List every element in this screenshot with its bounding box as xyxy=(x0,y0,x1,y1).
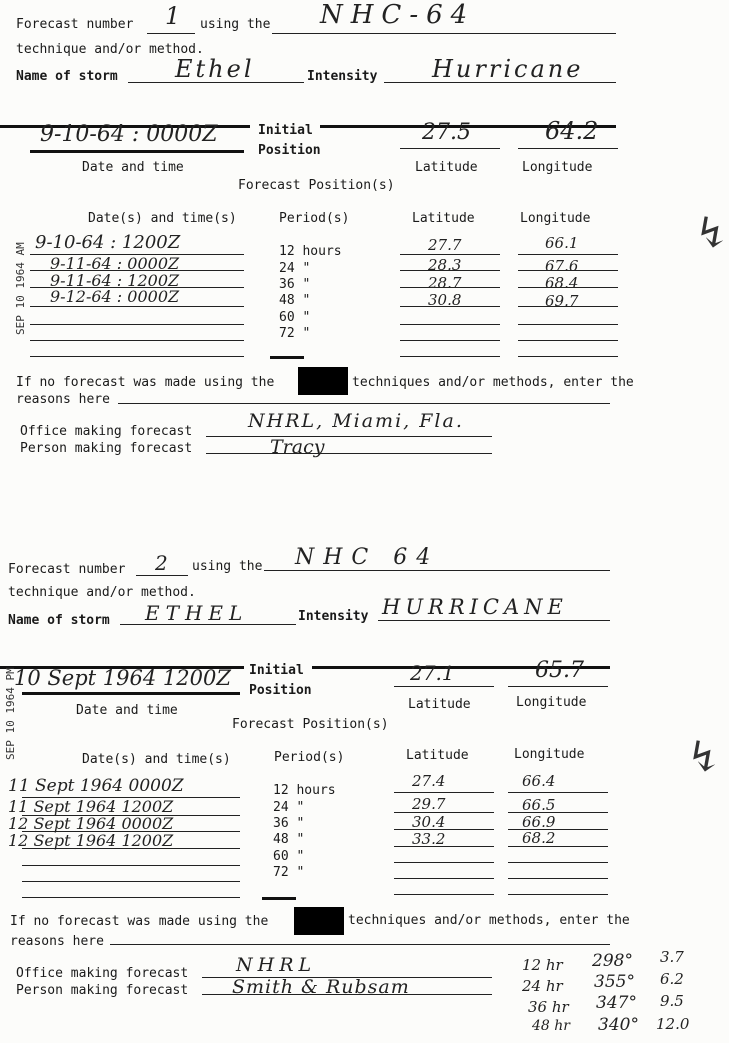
office-label: Office making forecast xyxy=(16,966,189,981)
row-date: 9-11-64 : 1200Z xyxy=(50,271,180,290)
row-lon: 66.4 xyxy=(522,772,556,790)
position-label: Position xyxy=(258,143,321,158)
note-value: 6.2 xyxy=(660,970,684,988)
no-forecast-text-2: techniques and/or methods, enter the xyxy=(352,375,634,390)
hand-arrow-mark: ↯ xyxy=(694,208,729,257)
initial-label: Initial xyxy=(249,663,304,678)
initial-longitude: 64.2 xyxy=(545,117,599,145)
forecast-positions-label: Forecast Position(s) xyxy=(238,178,395,193)
row-period: 72 " xyxy=(279,326,311,341)
note-direction: 340° xyxy=(598,1015,639,1035)
row-date: 9-11-64 : 0000Z xyxy=(50,254,180,273)
note-hours: 12 hr xyxy=(522,956,563,974)
office-label: Office making forecast xyxy=(20,424,193,439)
person-value: Smith & Rubsam xyxy=(232,976,410,998)
forecast-number-label: Forecast number xyxy=(16,17,134,32)
date-time-label: Date and time xyxy=(76,703,178,718)
longitude-label: Longitude xyxy=(522,160,593,175)
row-lon: 67.6 xyxy=(545,257,579,275)
technique-value: NHC 64 xyxy=(295,545,440,570)
received-stamp: SEP 10 1964 AM xyxy=(14,242,27,335)
row-date: 9-10-64 : 1200Z xyxy=(35,232,181,253)
office-value: NHRL, Miami, Fla. xyxy=(248,410,464,432)
row-date: 12 Sept 1964 0000Z xyxy=(8,814,174,833)
row-date: 12 Sept 1964 1200Z xyxy=(8,831,174,850)
row-lon: 66.9 xyxy=(522,813,556,831)
row-lon: 68.2 xyxy=(522,829,556,847)
position-label: Position xyxy=(249,683,312,698)
col-lon-header: Longitude xyxy=(520,211,591,226)
initial-label: Initial xyxy=(258,123,313,138)
note-direction: 298° xyxy=(592,951,633,971)
row-lat: 30.4 xyxy=(412,813,446,831)
row-lon: 66.1 xyxy=(545,234,579,252)
person-label: Person making forecast xyxy=(16,983,189,998)
storm-name: ETHEL xyxy=(145,601,249,625)
technique-value: NHC-64 xyxy=(320,0,476,30)
date-time-label: Date and time xyxy=(82,160,184,175)
storm-label: Name of storm xyxy=(16,69,118,84)
storm-label: Name of storm xyxy=(8,613,110,628)
row-period: 48 " xyxy=(279,293,311,308)
row-period: 36 " xyxy=(279,277,311,292)
office-value: NHRL xyxy=(236,954,317,976)
latitude-label: Latitude xyxy=(415,160,478,175)
col-period-header: Period(s) xyxy=(274,750,345,765)
note-value: 12.0 xyxy=(656,1015,690,1033)
note-hours: 36 hr xyxy=(528,998,569,1016)
col-lat-header: Latitude xyxy=(406,748,469,763)
row-lon: 66.5 xyxy=(522,796,556,814)
note-direction: 347° xyxy=(596,993,637,1013)
intensity-value: Hurricane xyxy=(432,55,584,83)
row-period: 12 hours xyxy=(273,783,336,798)
note-value: 3.7 xyxy=(660,948,684,966)
technique-label: technique and/or method. xyxy=(16,42,204,57)
longitude-label: Longitude xyxy=(516,695,587,710)
using-the-label: using the xyxy=(192,559,263,574)
note-direction: 355° xyxy=(594,972,635,992)
row-period: 48 " xyxy=(273,832,305,847)
forecast-number-label: Forecast number xyxy=(8,562,126,577)
row-period: 60 " xyxy=(273,849,305,864)
person-label: Person making forecast xyxy=(20,441,193,456)
redaction-block xyxy=(294,907,344,935)
initial-datetime: 9-10-64 : 0000Z xyxy=(40,122,218,147)
initial-latitude: 27.5 xyxy=(422,120,471,145)
no-forecast-text: If no forecast was made using the xyxy=(16,375,275,390)
row-period: 60 " xyxy=(279,310,311,325)
storm-name: Ethel xyxy=(175,55,255,83)
row-lat: 27.4 xyxy=(412,772,446,790)
intensity-value: HURRICANE xyxy=(382,595,568,619)
note-value: 9.5 xyxy=(660,992,684,1010)
col-dates-header: Date(s) and time(s) xyxy=(88,211,237,226)
row-lat: 28.7 xyxy=(428,274,462,292)
row-period: 24 " xyxy=(279,261,311,276)
hand-arrow-mark: ↯ xyxy=(686,732,722,781)
forecast-number-value: 2 xyxy=(155,551,168,575)
using-the-label: using the xyxy=(200,17,271,32)
forecast-number-value: 1 xyxy=(165,2,181,30)
person-value: Tracy xyxy=(270,436,325,458)
row-lat: 33.2 xyxy=(412,830,446,848)
col-dates-header: Date(s) and time(s) xyxy=(82,752,231,767)
note-hours: 48 hr xyxy=(532,1018,570,1034)
row-period: 24 " xyxy=(273,800,305,815)
col-lon-header: Longitude xyxy=(514,747,585,762)
redaction-block xyxy=(298,367,348,395)
intensity-label: Intensity xyxy=(298,609,369,624)
row-date: 11 Sept 1964 0000Z xyxy=(8,776,184,796)
initial-datetime: 10 Sept 1964 1200Z xyxy=(14,666,231,690)
received-stamp: SEP 10 1964 PM xyxy=(4,667,17,760)
row-period: 36 " xyxy=(273,816,305,831)
row-date: 11 Sept 1964 1200Z xyxy=(8,797,174,816)
row-lat: 27.7 xyxy=(428,236,462,254)
no-forecast-text-2: techniques and/or methods, enter the xyxy=(348,913,630,928)
row-lon: 68.4 xyxy=(545,274,579,292)
initial-latitude: 27.1 xyxy=(410,661,455,685)
forecast-positions-label: Forecast Position(s) xyxy=(232,717,389,732)
row-lon: 69.7 xyxy=(545,292,579,310)
col-lat-header: Latitude xyxy=(412,211,475,226)
note-hours: 24 hr xyxy=(522,977,563,995)
col-period-header: Period(s) xyxy=(279,211,350,226)
row-period: 72 " xyxy=(273,865,305,880)
row-period: 12 hours xyxy=(279,244,342,259)
technique-label: technique and/or method. xyxy=(8,585,196,600)
row-lat: 29.7 xyxy=(412,795,446,813)
initial-longitude: 65.7 xyxy=(535,658,584,683)
intensity-label: Intensity xyxy=(307,69,378,84)
row-lat: 30.8 xyxy=(428,291,462,309)
row-date: 9-12-64 : 0000Z xyxy=(50,287,180,306)
row-lat: 28.3 xyxy=(428,256,462,274)
reasons-here-label: reasons here xyxy=(16,392,110,407)
reasons-here-label: reasons here xyxy=(10,934,104,949)
latitude-label: Latitude xyxy=(408,697,471,712)
no-forecast-text: If no forecast was made using the xyxy=(10,914,269,929)
